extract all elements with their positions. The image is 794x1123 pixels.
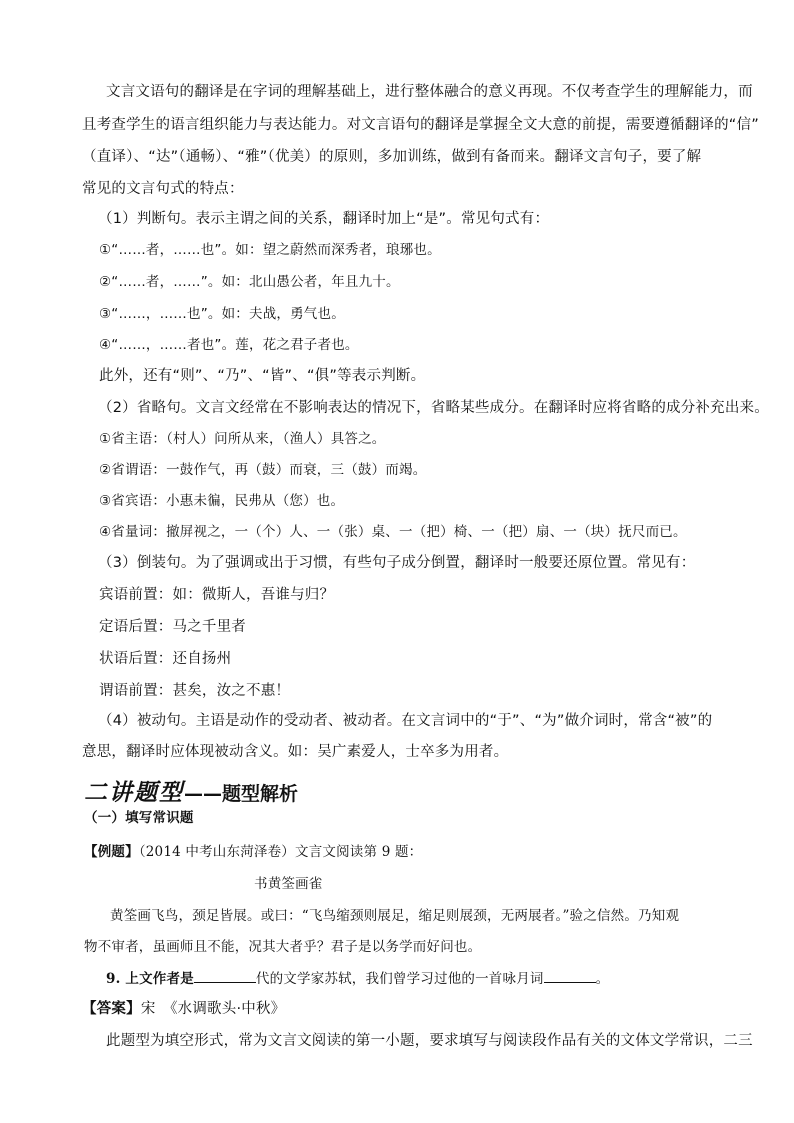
subsection-title: （一）填写常识题	[84, 810, 194, 826]
section-1-note: 此外，还有“则”、“乃”、“皆”、“俱”等表示判断。	[99, 368, 426, 384]
closing-paragraph: 此题型为填空形式，常为文言文阅读的第一小题，要求填写与阅读段作品有关的文体文学常识，二三	[106, 1033, 753, 1049]
section-2-item-3: ③省宾语：小惠未徧，民弗从（您）也。	[99, 493, 345, 509]
section-1-item-3: ③“……，……也”。如：夫战，勇气也。	[99, 306, 345, 322]
section-3-item-1: 宾语前置：如：微斯人，吾谁与归？	[99, 587, 335, 603]
section-heading-main: 二讲题型	[84, 779, 184, 806]
section-3-item-4: 谓语前置：甚矣，汝之不惠！	[99, 683, 291, 699]
section-3-title: （3）倒装句。为了强调或出于习惯，有些句子成分倒置，翻译时一般要还原位置。常见有：	[98, 555, 696, 571]
answer-line	[82, 999, 734, 1019]
question-9-part-c: 。	[595, 971, 610, 987]
question-9	[106, 968, 734, 989]
answer-label: 【答案】	[82, 1001, 141, 1017]
section-3-item-2: 定语后置：马之千里者	[99, 619, 246, 635]
question-9-part-b: 代的文学家苏轼，我们曾学习过他的一首咏月词	[255, 971, 544, 987]
section-heading	[84, 774, 298, 807]
section-1-item-1: ①“……者，……也”。如：望之蔚然而深秀者，琅琊也。	[99, 242, 441, 258]
example-header	[84, 842, 734, 862]
section-1-item-4: ④“……，……者也”。莲，花之君子者也。	[99, 337, 359, 353]
section-2-item-4: ④省量词：撤屏视之，一（个）人、一（张）桌、一（把）椅、一（把）扇、一（块）抚尺而已。	[99, 524, 687, 540]
answer-text: 宋 《水调歌头·中秋》	[140, 1001, 286, 1017]
intro-line-3: （直译）、“达”（通畅）、“雅”（优美）的原则，多加训练，做到有备而来。翻译文言句子，要了解	[82, 149, 702, 165]
section-2-title: （2）省略句。文言文经常在不影响表达的情况下，省略某些成分。在翻译时应将省略的成分补充出来。	[98, 400, 769, 416]
section-3-item-3: 状语后置：还自扬州	[99, 651, 232, 667]
example-label: 【例题】	[84, 844, 139, 860]
question-9-part-a: 9. 上文作者是	[106, 971, 194, 987]
passage-line-1: 黄筌画飞鸟，颈足皆展。或曰：“飞鸟缩颈则展足，缩足则展颈，无两展者。”验之信然。乃知观	[110, 908, 680, 924]
example-source: （2014 中考山东菏泽卷）文言文阅读第 9 题：	[138, 844, 423, 860]
intro-line-1: 文言文语句的翻译是在字词的理解基础上，进行整体融合的意义再现。不仅考查学生的理解能力，而	[106, 84, 753, 100]
section-heading-rest: ——题型解析	[184, 783, 299, 805]
answer-blank-2[interactable]	[544, 968, 596, 983]
section-4-line-2: 意思，翻译时应体现被动含义。如：吴广素爱人，士卒多为用者。	[82, 744, 509, 760]
section-2-item-2: ②省谓语：一鼓作气，再（鼓）而衰，三（鼓）而竭。	[99, 462, 427, 478]
section-2-item-1: ①省主语：（村人）问所从来，（渔人）具答之。	[99, 431, 386, 447]
passage-line-2: 物不审者，虽画师且不能，况其大者乎？君子是以务学而好问也。	[84, 939, 482, 955]
passage-title: 书黄筌画雀	[254, 876, 323, 892]
section-1-item-2: ②“……者，……”。如：北山愚公者，年且九十。	[99, 274, 400, 290]
answer-blank-1[interactable]	[194, 968, 256, 983]
intro-line-4: 常见的文言句式的特点：	[82, 181, 244, 197]
intro-line-2: 且考查学生的语言组织能力与表达能力。对文言语句的翻译是掌握全文大意的前提，需要遵循翻译的“信”	[82, 117, 759, 133]
section-4-line-1: （4）被动句。主语是动作的受动者、被动者。在文言词中的“于”、“为”做介词时，常含“被”的	[98, 713, 713, 729]
section-1-title: （1）判断句。表示主谓之间的关系，翻译时加上“是”。常见句式有：	[98, 211, 550, 227]
